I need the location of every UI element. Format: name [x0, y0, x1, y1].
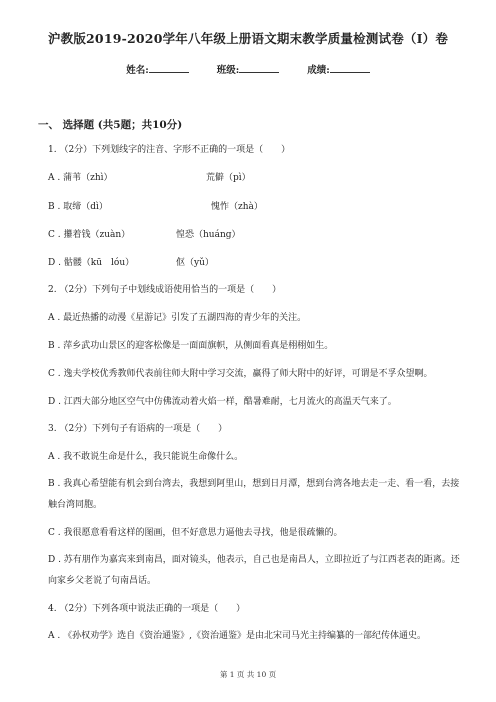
- question-3-option-d: D . 苏有朋作为嘉宾来到南昌，面对镜头，他表示，自己也是南昌人，立即拉近了与江西老表的距离。还向家乡父老说了句南昌话。: [48, 555, 460, 586]
- option-d-part1: D . 骷髅（kū lóu）: [48, 258, 135, 268]
- option-d-part2: 伛（yǔ）: [176, 258, 214, 268]
- score-label: 成绩:: [307, 65, 330, 76]
- class-blank[interactable]: [239, 63, 279, 73]
- section-heading: 一、 选择题 (共5题；共10分): [38, 119, 183, 131]
- class-field[interactable]: [217, 62, 280, 76]
- page-footer: 第 1 页 共 10 页: [219, 670, 277, 679]
- question-4-stem: 4. （2分）下列各项中说法正确的一项是（ ）: [48, 604, 246, 614]
- option-c-part2: 惶恐（huáng）: [176, 230, 241, 240]
- option-a-part1: A . 蒲苇（zhì）: [48, 173, 113, 183]
- option-c-part1: C . 攥着钱（zuàn）: [48, 230, 131, 240]
- question-2-option-c: C . 逸夫学校优秀教师代表前往师大附中学习交流，赢得了师大附中的好评，可谓是不孚众望啊。: [48, 369, 433, 379]
- question-3-option-c: C . 我很愿意看看这样的图画，但不好意思力逼他去寻找，他是很疏懒的。: [48, 528, 343, 538]
- question-1-stem: 1. （2分）下列划线字的注音、字形不正确的一项是（ ）: [48, 145, 291, 155]
- question-4-option-a: A . 《孙权劝学》选自《资治通鉴》,《资治通鉴》是由北宋司马光主持编纂的一部纪传体通史。: [48, 631, 426, 641]
- student-info-row: [0, 62, 496, 76]
- question-2-stem: 2. （2分）下列句子中划线成语使用恰当的一项是（ ）: [48, 285, 282, 295]
- question-2-option-a: A . 最近热播的动漫《星游记》引发了五湖四海的青少年的关注。: [48, 313, 307, 323]
- question-3-stem: 3. （2分）下列句子有语病的一项是（ ）: [48, 424, 228, 434]
- name-field[interactable]: [126, 62, 189, 76]
- option-a-part2: 荒僻（pì）: [206, 173, 251, 183]
- question-2-option-d: D . 江西大部分地区空气中仿佛流动着火焰一样，酷暑难耐，七月流火的高温天气来了。: [48, 397, 397, 407]
- question-1-option-a: [48, 172, 468, 184]
- option-b-part2: 愧怍（zhà）: [211, 202, 263, 212]
- score-field[interactable]: [307, 62, 370, 76]
- question-3-option-b: B . 我真心希望能有机会到台湾去，我想到阿里山，想到日月潭，想到台湾各地去走一走、看一看，去接触台湾同胞。: [48, 479, 460, 510]
- question-1-option-b: [48, 201, 468, 213]
- name-blank[interactable]: [149, 63, 189, 73]
- question-1-option-c: [48, 229, 468, 241]
- question-1-option-d: [48, 257, 468, 269]
- question-3-option-a: A . 我不敢说生命是什么，我只能说生命像什么。: [48, 452, 244, 462]
- question-2-option-b: B . 萍乡武功山景区的迎客松像是一面面旗帜，从侧面看真是栩栩如生。: [48, 341, 334, 351]
- class-label: 班级:: [216, 65, 240, 76]
- score-blank[interactable]: [330, 63, 370, 73]
- page-title: 沪教版2019-2020学年八年级上册语文期末教学质量检测试卷（I）卷: [47, 31, 449, 46]
- name-label: 姓名:: [126, 65, 149, 76]
- option-b-part1: B . 取缔（dì）: [48, 202, 108, 212]
